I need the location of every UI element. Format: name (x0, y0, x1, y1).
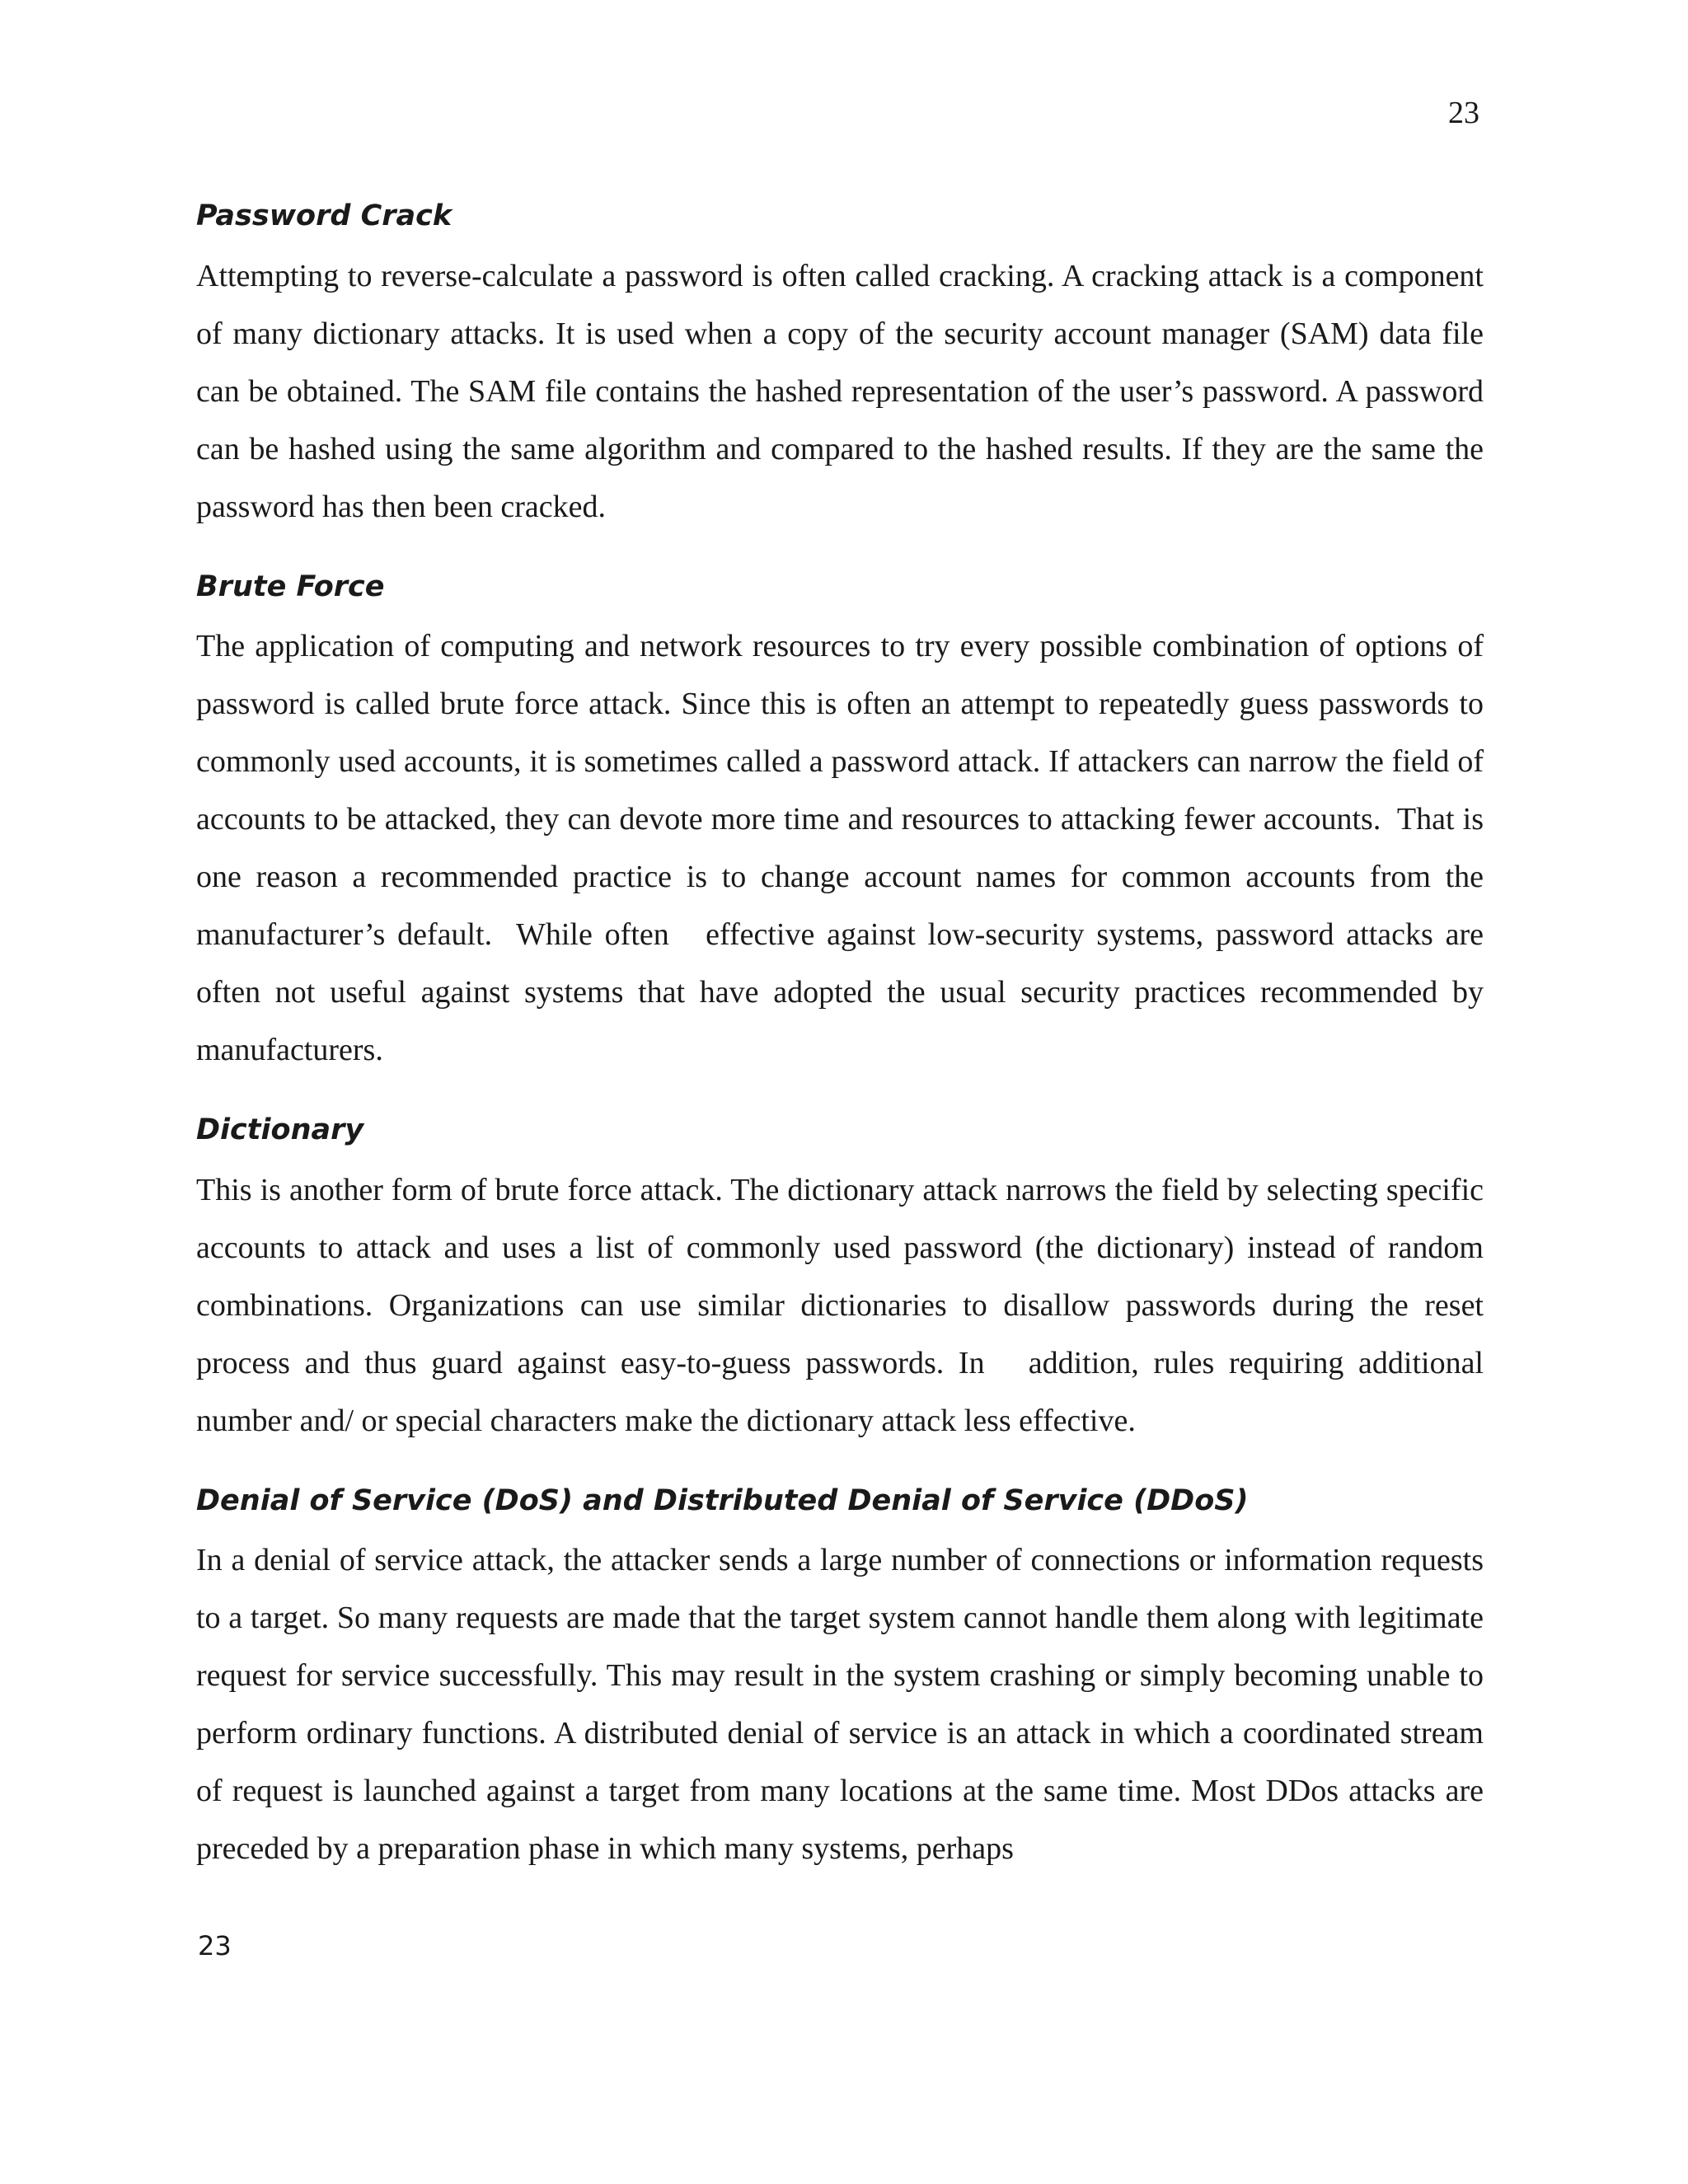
section-heading: Denial of Service (DoS) and Distributed Denial of Service (DDoS) (196, 1483, 1249, 1517)
section-heading: Password Crack (196, 199, 452, 232)
page-number-bottom: 23 (198, 1930, 232, 1961)
section-password-crack (196, 198, 1492, 536)
section-paragraph: The application of computing and network resources to try every possible combination of options of password is called brute force attack. Since this is often an attempt to repeatedly guess passwords to commonly used accounts, it is sometimes called a password attack. If attackers can narrow the field of accounts to be attacked, they can devote more time and resources to attacking fewer accounts. That is one reason a recommended practice is to change account names for common accounts from the manufacturer’s default. While often effective against low-security systems, password attacks are often not useful against systems that have adopted the usual security practices recommended by manufacturers. (196, 629, 1492, 1067)
section-heading: Dictionary (196, 1113, 364, 1146)
section-denial-of-service (196, 1483, 1492, 1878)
page-number-top: 23 (1448, 96, 1479, 130)
section-brute-force (196, 569, 1492, 1080)
section-paragraph: Attempting to reverse-calculate a password is often called cracking. A cracking attack is a component of many dictionary attacks. It is used when a copy of the security account manager (SAM) data file can be obtained. The SAM file contains the hashed representation of the user’s password. A password can be hashed using the same algorithm and compared to the hashed results. If they are the same the password has then been cracked. (196, 258, 1492, 524)
section-paragraph: In a denial of service attack, the attacker sends a large number of connections or information requests to a target. So many requests are made that the target system cannot handle them along with legitimate request for service successfully. This may result in the system crashing or simply becoming unable to perform ordinary functions. A distributed denial of service is an attack in which a coordinated stream of request is launched against a target from many locations at the same time. Most DDos attacks are preceded by a preparation phase in which many systems, perhaps (196, 1543, 1492, 1866)
section-dictionary (196, 1112, 1492, 1450)
document-body (196, 198, 1492, 1877)
section-paragraph: This is another form of brute force attack. The dictionary attack narrows the field by selecting specific accounts to attack and uses a list of commonly used password (the dictionary) instead of random combinations. Organizations can use similar dictionaries to disallow passwords during the reset process and thus guard against easy-to-guess passwords. In addition, rules requiring additional number and/ or special characters make the dictionary attack less effective. (196, 1172, 1492, 1438)
section-heading: Brute Force (196, 569, 385, 603)
